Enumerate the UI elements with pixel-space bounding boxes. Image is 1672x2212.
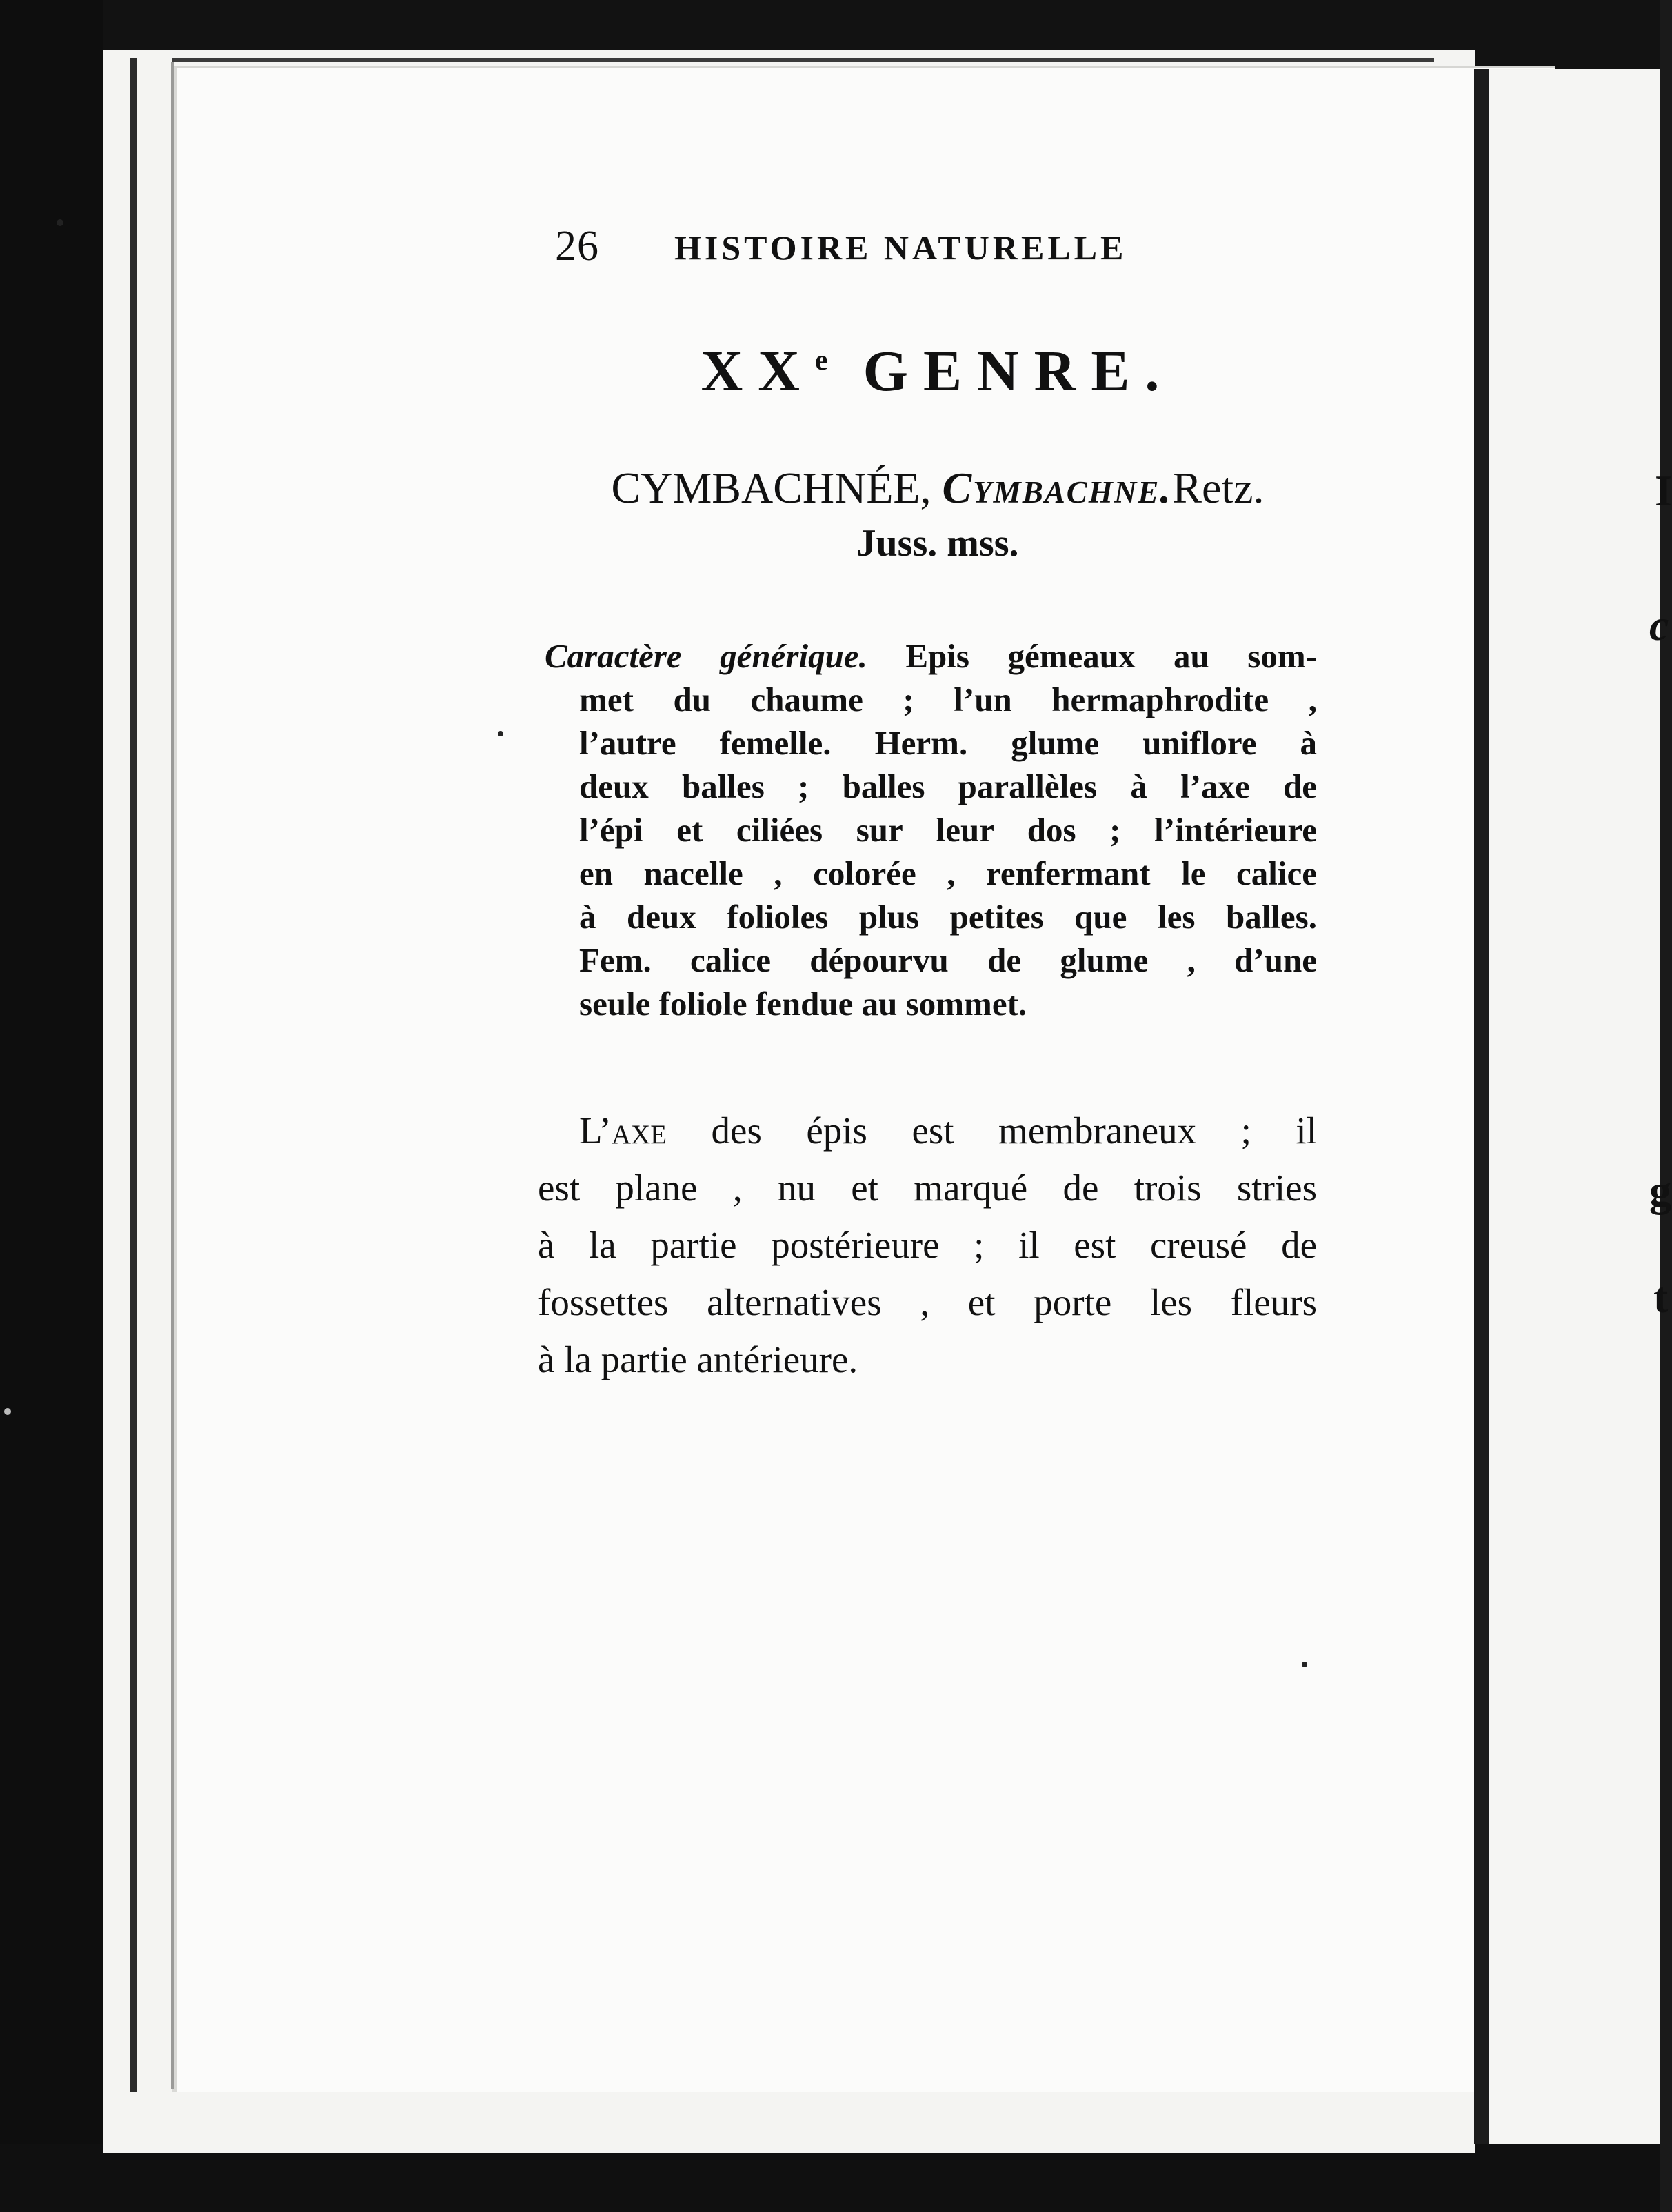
text-line: met du chaume ; l’un hermaphrodite ,	[579, 681, 1317, 718]
scan-left-edge	[0, 0, 103, 2212]
species-line-1	[538, 461, 1338, 516]
genre-word: GENRE.	[863, 339, 1175, 403]
facing-page-fragment: c	[1649, 601, 1669, 650]
generic-character-paragraph	[545, 634, 1317, 1025]
page-top-border	[172, 58, 1434, 62]
page-left-border	[130, 58, 137, 2092]
running-head	[538, 222, 1338, 277]
generic-character-label: Caractère générique.	[545, 637, 867, 675]
running-title: HISTOIRE NATURELLE	[674, 228, 1127, 267]
species-name: CYMBACHNÉE,	[611, 463, 931, 512]
text-line: Caractère générique. Epis gémeaux au som-	[545, 637, 1317, 675]
text-line: L’axe des épis est membraneux ; il	[579, 1109, 1317, 1152]
text-line: l’épi et ciliées sur leur dos ; l’intérieure	[579, 811, 1317, 849]
scan-speck	[4, 1408, 11, 1415]
facing-page-fragment: t	[1653, 1273, 1669, 1322]
scan-speck	[1302, 1662, 1307, 1667]
genre-numeral: XX	[701, 339, 815, 403]
scan-bottom-edge	[0, 2144, 1660, 2212]
facing-page-fragment: g	[1649, 1166, 1671, 1215]
facing-page-edge	[1489, 69, 1672, 2144]
facing-page-fragment: I	[1655, 466, 1672, 515]
text-line: est plane , nu et marqué de trois stries	[538, 1167, 1317, 1209]
book-gutter	[1474, 69, 1489, 2144]
drop-letter: L’	[579, 1109, 612, 1152]
species-line-2: Juss. mss.	[856, 522, 1019, 565]
page-inner-border	[171, 62, 174, 2089]
text-line: à la partie antérieure.	[538, 1338, 858, 1380]
text-line: fossettes alternatives , et porte les fleurs	[538, 1281, 1317, 1323]
smallcaps-word: axe	[611, 1109, 667, 1152]
genre-superscript: e	[814, 345, 834, 376]
text-line: en nacelle , colorée , renfermant le calice	[579, 854, 1317, 892]
text-line: deux balles ; balles parallèles à l’axe de	[579, 767, 1317, 805]
text-line: à la partie postérieure ; il est creusé de	[538, 1224, 1317, 1266]
scan-speck	[498, 731, 503, 736]
species-heading	[538, 461, 1338, 571]
scan-speck	[57, 219, 63, 226]
axis-description-paragraph	[538, 1102, 1317, 1388]
page-number: 26	[555, 223, 599, 270]
text-line: seule foliole fendue au sommet.	[579, 985, 1027, 1023]
species-author: Retz.	[1172, 463, 1265, 512]
text-line: l’autre femelle. Herm. glume uniflore à	[579, 724, 1317, 762]
genre-heading	[538, 338, 1338, 405]
text-line: Fem. calice dépourvu de glume , d’une	[579, 941, 1317, 979]
text-line: à deux folioles plus petites que les balles.	[579, 898, 1317, 936]
species-latin-name: Cymbachne.	[942, 463, 1173, 512]
